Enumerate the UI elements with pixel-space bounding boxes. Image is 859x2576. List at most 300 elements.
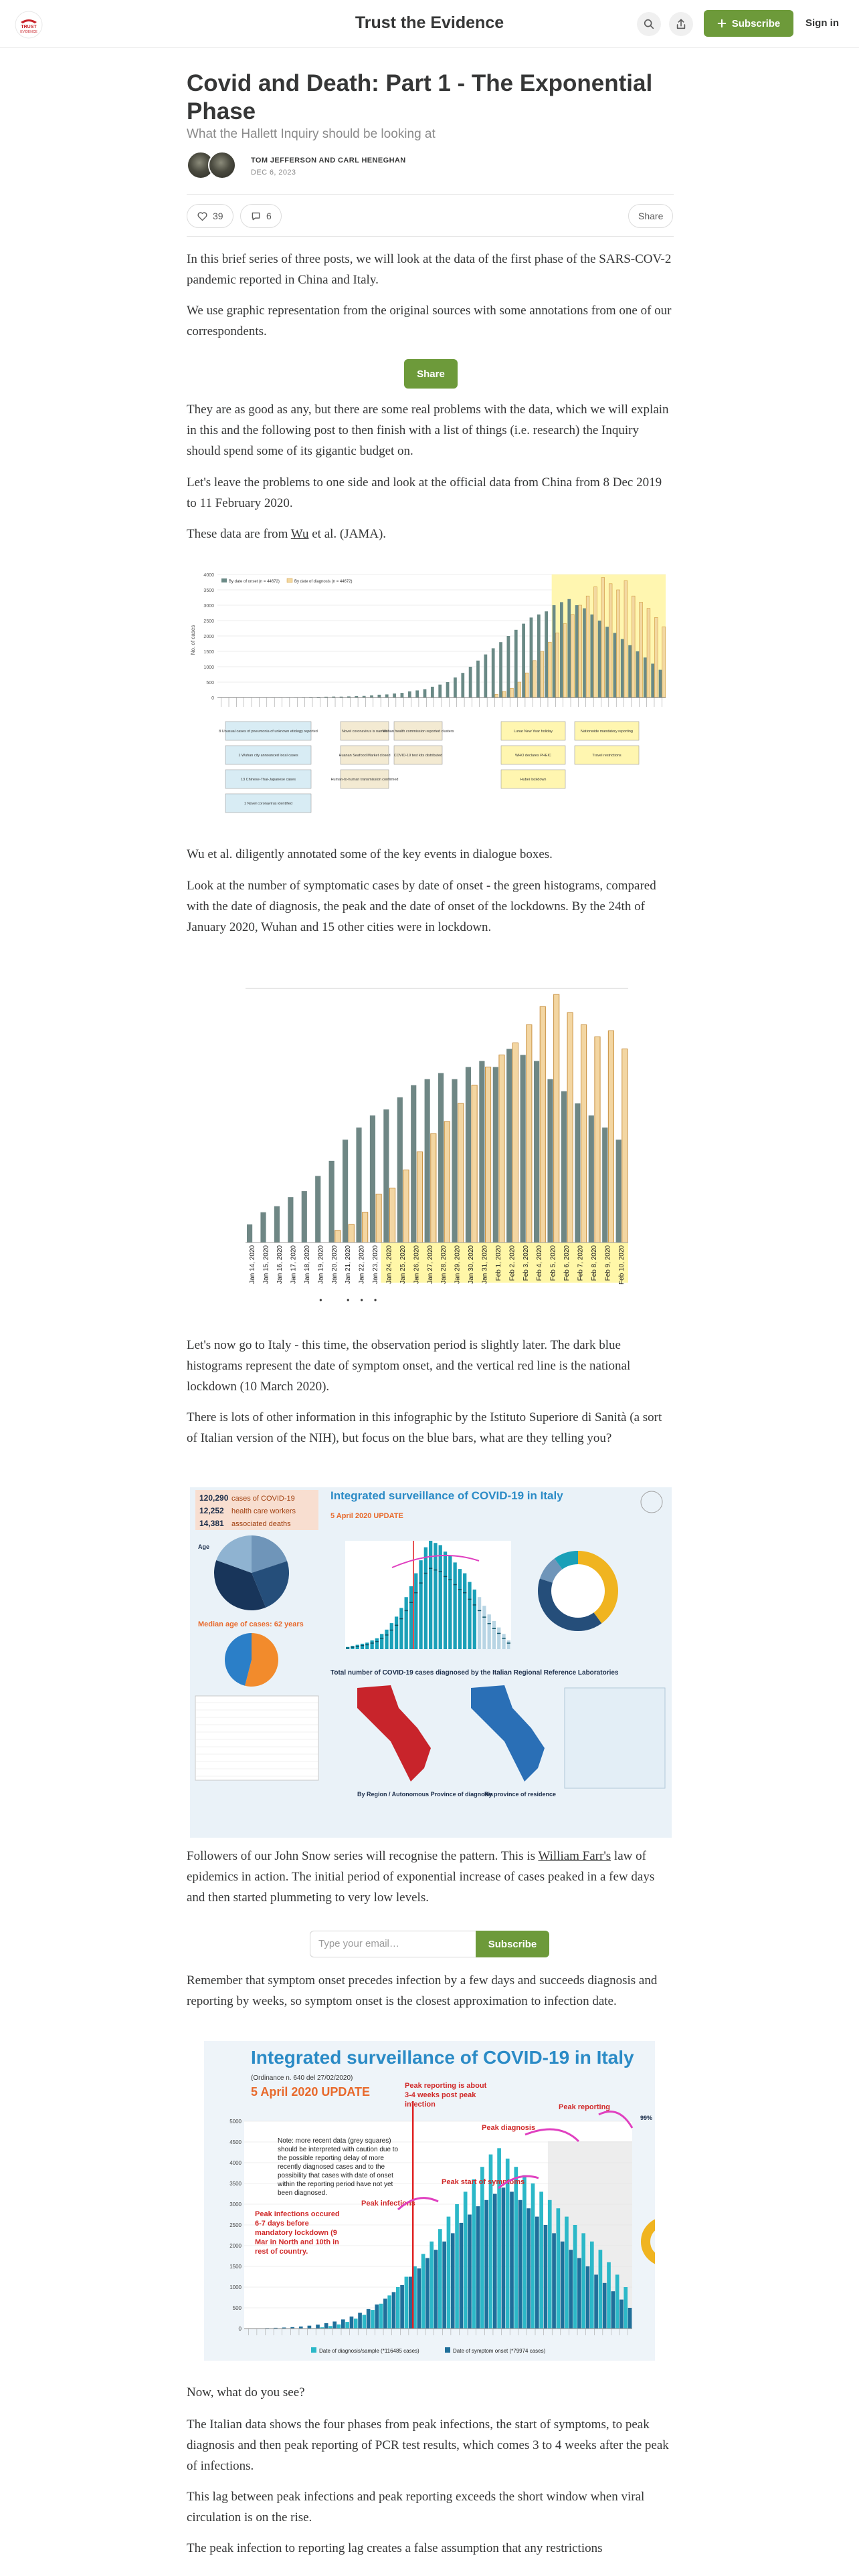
onset-bar — [400, 2285, 404, 2329]
email-input[interactable]: Type your email… — [310, 1931, 476, 1957]
stat-label: health care workers — [231, 1507, 296, 1515]
diagnosis-bar — [510, 688, 514, 697]
diagnosis-bar — [608, 1031, 613, 1243]
diagnosis-tick — [361, 1645, 364, 1646]
diagnosis-bar — [458, 1103, 464, 1243]
onset-bar — [274, 1206, 280, 1243]
onset-bar — [544, 2225, 548, 2329]
note-text: recently diagnosed cases and to the — [278, 2163, 385, 2171]
onset-bar — [605, 627, 609, 697]
y-tick-label: 1000 — [229, 2284, 242, 2290]
diagnosis-bar — [376, 1194, 381, 1243]
y-tick-label: 3000 — [203, 604, 214, 609]
onset-bar — [514, 630, 518, 697]
email-subscribe-button[interactable]: Subscribe — [476, 1931, 549, 1957]
onset-bar — [409, 2277, 413, 2329]
onset-bar — [361, 1644, 364, 1649]
onset-bar — [507, 636, 510, 697]
onset-bar — [575, 605, 579, 697]
onset-bar — [383, 2298, 387, 2329]
subscribe-button[interactable] — [704, 10, 793, 37]
diagnosis-tick — [429, 1568, 432, 1570]
onset-bar — [434, 1543, 437, 1649]
diagnosis-bar — [431, 1134, 436, 1243]
legend-swatch — [221, 578, 227, 582]
onset-bar — [590, 615, 593, 697]
x-tick-label: Feb 1, 2020 — [494, 1245, 502, 1281]
ref-labs-title: Total number of COVID-19 cases diagnosed by the Italian Regional Reference Laboratories — [330, 1669, 619, 1677]
diagnosis-tick — [444, 1576, 447, 1578]
onset-bar — [567, 599, 571, 697]
onset-bar — [425, 1079, 430, 1243]
diagnosis-bar — [525, 673, 529, 697]
legend-swatch — [287, 578, 292, 582]
diagnosis-bar — [335, 1230, 341, 1243]
onset-bar — [484, 655, 487, 697]
ordinance-text: (Ordinance n. 640 del 27/02/2020) — [251, 2074, 353, 2082]
update-label: 5 April 2020 UPDATE — [251, 2085, 371, 2099]
onset-bar — [316, 2325, 320, 2329]
onset-bar — [343, 1140, 348, 1243]
x-tick-label: Feb 6, 2020 — [563, 1245, 571, 1281]
onset-bar — [425, 2258, 430, 2329]
x-tick-label: Jan 20, 2020 — [330, 1245, 339, 1284]
diagnosis-bar — [595, 1037, 600, 1243]
onset-bar — [460, 2223, 464, 2329]
onset-bar — [561, 1091, 567, 1243]
diagnosis-tick — [458, 1589, 462, 1590]
onset-bar — [575, 1103, 580, 1243]
diagnosis-bar — [522, 2175, 527, 2329]
text: These data are from — [187, 527, 291, 541]
onset-bar — [598, 621, 601, 697]
x-tick-label: Feb 4, 2020 — [536, 1245, 544, 1281]
legend-swatch — [445, 2347, 450, 2353]
diagnosis-bar — [571, 615, 574, 697]
onset-bar — [603, 2283, 607, 2329]
onset-bar — [594, 2274, 598, 2329]
diagnosis-tick — [507, 1642, 510, 1644]
share-icon — [675, 18, 687, 30]
onset-bar — [341, 2319, 345, 2329]
diagnosis-bar — [349, 1224, 354, 1243]
y-tick-label: 2500 — [229, 2222, 242, 2228]
diagnosis-bar — [345, 2322, 349, 2329]
paragraph: Look at the number of symptomatic cases by date of onset - the green histograms, compared with the date of diagnosis, the peak and the date of onset of the lockdowns. By the 24th of January 2020, Wuhan and 15 other cities were in lockdown. — [187, 879, 656, 934]
peak-infections-note: mandatory lockdown (9 — [255, 2229, 337, 2237]
onset-bar — [417, 2268, 421, 2329]
diagnosis-bar — [389, 1188, 395, 1243]
chart-title: Integrated surveillance of COVID-19 in Italy — [251, 2047, 634, 2068]
onset-bar — [370, 1115, 375, 1243]
paragraph: Now, what do you see? — [187, 2385, 305, 2399]
onset-bar — [530, 617, 533, 697]
iss-infographic-graphic — [190, 1487, 672, 1838]
x-tick-label: Feb 2, 2020 — [508, 1245, 516, 1281]
onset-bar — [405, 1597, 408, 1649]
diagnosis-tick — [488, 1623, 491, 1624]
onset-bar — [439, 1545, 442, 1649]
diagnosis-bar — [518, 682, 521, 697]
share-button[interactable] — [628, 204, 673, 228]
onset-bar — [619, 2300, 624, 2329]
x-tick-label: Jan 24, 2020 — [385, 1245, 393, 1284]
diagnosis-tick — [365, 1644, 369, 1646]
paragraph: Let's leave the problems to one side and look at the official data from China from 8 Dec 2019 to 11 February 2020. — [187, 475, 662, 510]
onset-bar — [478, 1597, 481, 1649]
onset-bar — [552, 2233, 556, 2329]
x-tick-label: Feb 5, 2020 — [549, 1245, 557, 1281]
x-tick-label: Feb 9, 2020 — [604, 1245, 612, 1281]
diagnosis-bar — [594, 586, 597, 697]
y-tick-label: 1500 — [229, 2264, 242, 2270]
onset-bar — [390, 1623, 393, 1649]
onset-bar — [534, 1061, 539, 1243]
diagnosis-tick — [424, 1573, 427, 1574]
onset-bar — [476, 2206, 480, 2329]
china-epi-curve-figure[interactable] — [187, 566, 674, 831]
paragraph: The peak infection to reporting lag creates a false assumption that any restrictions — [187, 2541, 603, 2555]
onset-bar — [446, 682, 450, 697]
onset-bar — [476, 661, 480, 697]
diagnosis-bar — [444, 1121, 450, 1243]
italy-annotated-figure[interactable] — [204, 2041, 655, 2361]
onset-bar — [332, 2321, 337, 2329]
onset-bar — [651, 663, 654, 697]
diagnosis-bar — [396, 2287, 400, 2329]
right-fragment: 99% — [640, 2115, 653, 2121]
diagnosis-tick — [439, 1571, 442, 1572]
stat-label: cases of COVID-19 — [231, 1495, 295, 1503]
annotation-box-text: Hubei lockdown — [520, 778, 547, 782]
onset-bar — [545, 611, 548, 697]
donut-slice-hole — [551, 1564, 605, 1618]
diagnosis-bar — [464, 2191, 468, 2329]
onset-bar — [408, 691, 411, 697]
diagnosis-bar — [565, 2217, 569, 2329]
y-tick-label: 0 — [238, 2326, 242, 2332]
x-tick-label: Jan 16, 2020 — [276, 1245, 284, 1284]
stat-value: 120,290 — [199, 1493, 229, 1503]
onset-bar — [350, 2317, 354, 2329]
x-tick-label: Jan 23, 2020 — [372, 1245, 380, 1284]
onset-bar — [602, 1128, 607, 1243]
like-button[interactable] — [187, 204, 233, 228]
note-text: Note: more recent data (grey squares) — [278, 2137, 391, 2145]
diagnosis-tick — [448, 1580, 452, 1581]
x-tick-label: Jan 15, 2020 — [262, 1245, 270, 1284]
x-tick-label: Jan 21, 2020 — [345, 1245, 353, 1284]
age-label: Age — [198, 1543, 210, 1550]
annotation-box-text: Lunar New Year holiday — [513, 730, 553, 734]
y-tick-label: 4500 — [229, 2139, 242, 2145]
text: Followers of our John Snow series will recognise the pattern. This is — [187, 1849, 539, 1863]
share-top-button[interactable] — [669, 12, 693, 36]
diagnosis-bar — [533, 661, 537, 697]
diagnosis-tick — [478, 1610, 481, 1612]
marker-dot — [374, 1299, 376, 1301]
diagnosis-tick — [346, 1648, 349, 1649]
onset-bar — [448, 1556, 452, 1649]
post-title: Covid and Death: Part 1 - The Exponential Phase — [187, 70, 653, 124]
diagnosis-bar — [609, 584, 612, 697]
onset-bar — [482, 1606, 486, 1649]
y-tick-label: 2000 — [229, 2243, 242, 2249]
update-label: 5 April 2020 UPDATE — [330, 1512, 403, 1520]
onset-bar — [308, 2326, 312, 2329]
x-tick-label: Jan 28, 2020 — [440, 1245, 448, 1284]
onset-bar — [247, 1224, 252, 1243]
onset-bar — [577, 2258, 581, 2329]
paragraph: We use graphic representation from the original sources with some annotations from one of our correspondents. — [187, 304, 672, 338]
onset-bar — [409, 1586, 413, 1649]
comments-button[interactable] — [240, 204, 282, 228]
diagnosis-bar — [581, 2233, 585, 2329]
plus-icon — [717, 19, 727, 28]
search-button[interactable] — [637, 12, 661, 36]
diagnosis-tick — [370, 1642, 373, 1644]
peak-symptoms-label: Peak start of symptoms — [442, 2178, 525, 2186]
onset-bar — [499, 642, 502, 697]
marker-dot — [320, 1299, 322, 1301]
search-icon — [643, 18, 655, 30]
onset-bar — [553, 605, 556, 697]
note-text: been diagnosed. — [278, 2189, 327, 2197]
onset-bar — [392, 2292, 396, 2329]
onset-bar — [518, 2200, 522, 2329]
onset-bar — [569, 2250, 573, 2329]
publication-title[interactable]: Trust the Evidence — [355, 13, 504, 32]
legend-label: By date of diagnosis (n = 44672) — [294, 580, 353, 584]
onset-bar — [375, 1638, 379, 1649]
china-zoom-figure[interactable] — [227, 975, 634, 1316]
onset-bar — [466, 1067, 471, 1243]
legend-label: By date of onset (n = 44672) — [229, 580, 280, 584]
onset-bar — [535, 2217, 539, 2329]
onset-bar — [468, 2215, 472, 2329]
onset-bar — [358, 2313, 362, 2329]
diagnosis-bar — [654, 617, 658, 697]
onset-bar — [375, 2304, 379, 2329]
wu-link[interactable]: Wu — [290, 527, 309, 541]
diagnosis-tick — [482, 1616, 486, 1618]
legend-label: Date of diagnosis/sample (*116485 cases) — [319, 2348, 419, 2354]
y-tick-label: 2500 — [203, 619, 214, 624]
svg-text:TRUST: TRUST — [21, 25, 37, 29]
svg-text:EVIDENCE: EVIDENCE — [20, 30, 37, 34]
post-actions-bar — [187, 194, 674, 237]
email-subscribe-form — [310, 1931, 549, 1957]
onset-bar — [547, 1079, 553, 1243]
italy-annotated-chart — [204, 2041, 655, 2361]
marker-dot — [361, 1299, 363, 1301]
diagnosis-tick — [390, 1630, 393, 1631]
onset-bar — [589, 1115, 594, 1243]
onset-bar — [365, 1642, 369, 1649]
comment-count: 6 — [266, 211, 272, 221]
diagnosis-bar — [531, 2183, 535, 2329]
annotation-box-text: Huanan Seafood Market closed — [339, 754, 391, 758]
onset-bar — [356, 1128, 361, 1243]
onset-bar — [385, 694, 389, 697]
onset-bar — [473, 1590, 476, 1649]
iss-infographic[interactable] — [190, 1487, 672, 1838]
diagnosis-bar — [624, 580, 628, 697]
x-tick-label: Feb 7, 2020 — [577, 1245, 585, 1281]
onset-bar — [444, 1551, 447, 1649]
onset-bar — [415, 690, 419, 697]
onset-bar — [502, 1634, 505, 1649]
onset-bar — [367, 2309, 371, 2329]
onset-bar — [527, 2208, 531, 2329]
diagnosis-bar — [421, 2254, 425, 2329]
onset-bar — [502, 2187, 506, 2329]
y-tick-label: 4000 — [229, 2160, 242, 2166]
diagnosis-bar — [563, 624, 567, 697]
note-text: possibility that cases with date of onset — [278, 2172, 393, 2179]
diagnosis-tick — [497, 1633, 500, 1634]
diagnosis-bar — [480, 2167, 484, 2329]
diagnosis-bar — [640, 602, 643, 697]
onset-bar — [383, 1109, 389, 1243]
legend-label: Date of symptom onset (*79974 cases) — [453, 2348, 546, 2354]
onset-bar — [397, 1097, 403, 1243]
diagnosis-bar — [557, 2208, 561, 2329]
paragraph — [187, 524, 674, 544]
onset-bar — [438, 685, 442, 697]
peak-reporting-note: Peak reporting is about — [405, 2082, 487, 2090]
share-inline-button[interactable]: Share — [404, 359, 458, 389]
annotation-box-text: 8 Unusual cases of pneumonia of unknown etiology reported — [219, 730, 318, 734]
onset-bar — [616, 1140, 622, 1243]
annotation-box-text: Wuhan health commission reported clusters — [382, 730, 454, 734]
onset-bar — [356, 1645, 359, 1649]
onset-bar — [621, 639, 624, 697]
onset-bar — [260, 1212, 266, 1243]
region-label: By Region / Autonomous Province of diagnosis — [357, 1791, 494, 1798]
author-avatar[interactable] — [208, 151, 236, 179]
footer — [195, 1802, 666, 1815]
william-farr-link[interactable]: William Farr's — [538, 1849, 611, 1863]
onset-bar — [520, 1055, 526, 1243]
peak-reporting-note: 3-4 weeks post peak — [405, 2091, 476, 2099]
onset-bar — [510, 2191, 514, 2329]
paragraph: They are as good as any, but there are some real problems with the data, which we will explain in this and the following post to then finish with a list of things (i.e. research) the Inquiry should spend some of its gigantic budget on. — [187, 403, 669, 458]
onset-bar — [411, 1085, 416, 1243]
diagnosis-bar — [615, 2274, 619, 2329]
diagnosis-bar — [430, 2242, 434, 2329]
paragraph — [187, 1846, 674, 1908]
diagnosis-bar — [579, 605, 582, 697]
diagnosis-bar — [455, 2204, 459, 2329]
onset-bar — [644, 657, 647, 697]
onset-bar — [393, 693, 396, 697]
diagnosis-bar — [337, 2325, 341, 2329]
diagnosis-tick — [395, 1625, 398, 1626]
y-tick-label: 500 — [206, 681, 214, 685]
diagnosis-bar — [622, 1049, 628, 1243]
onset-bar — [468, 1582, 471, 1649]
heart-icon — [197, 211, 208, 222]
diagnosis-bar — [632, 596, 635, 697]
annotation-box-text: Nationwide mandatory reporting — [581, 730, 633, 734]
diagnosis-bar — [472, 2179, 476, 2329]
onset-bar — [302, 1191, 307, 1243]
subscribe-label: Subscribe — [731, 17, 781, 29]
china-zoom-chart — [227, 975, 634, 1316]
diagnosis-tick — [502, 1638, 505, 1639]
diagnosis-bar — [387, 2295, 391, 2329]
x-tick-label: Feb 8, 2020 — [590, 1245, 598, 1281]
onset-bar — [628, 2308, 632, 2329]
x-tick-label: Feb 3, 2020 — [522, 1245, 530, 1281]
onset-bar — [401, 693, 404, 697]
diagnosis-tick — [385, 1634, 388, 1636]
onset-bar — [493, 1067, 498, 1243]
diagnosis-bar — [472, 1085, 477, 1243]
onset-bar — [385, 1630, 388, 1649]
stat-value: 14,381 — [199, 1519, 224, 1528]
diagnosis-tick — [468, 1599, 471, 1600]
median-age-label: Median age of cases: 62 years — [198, 1620, 304, 1628]
x-tick-label: Jan 26, 2020 — [413, 1245, 421, 1284]
x-tick-label: Jan 25, 2020 — [399, 1245, 407, 1284]
onset-bar — [395, 1616, 398, 1649]
onset-bar — [469, 667, 472, 697]
diagnosis-bar — [540, 1006, 545, 1243]
diagnosis-bar — [363, 2315, 367, 2329]
x-tick-label: Jan 29, 2020 — [454, 1245, 462, 1284]
peak-infections-note: rest of country. — [255, 2248, 308, 2256]
onset-bar — [507, 1640, 510, 1649]
onset-bar — [438, 1073, 444, 1243]
onset-bar — [324, 2323, 328, 2329]
peak-reporting-label: Peak reporting — [559, 2103, 611, 2111]
paragraph: Remember that symptom onset precedes infection by a few days and succeeds diagnosis and reporting by weeks, so symptom onset is the closest approximation to infection date. — [187, 1973, 658, 2008]
top-bar — [0, 0, 859, 48]
note-text: within the reporting period have not yet — [278, 2181, 393, 2188]
diagnosis-tick — [473, 1604, 476, 1606]
diagnosis-bar — [328, 2326, 332, 2329]
onset-bar — [434, 2250, 438, 2329]
stat-label: associated deaths — [231, 1520, 291, 1528]
y-tick-label: 1000 — [203, 665, 214, 670]
onset-bar — [636, 651, 640, 697]
diagnosis-bar — [371, 2310, 375, 2329]
y-tick-label: 0 — [211, 696, 214, 701]
diagnosis-bar — [601, 578, 605, 697]
diagnosis-bar — [607, 2262, 611, 2329]
sign-in-link[interactable]: Sign in — [805, 17, 839, 29]
diagnosis-bar — [499, 1055, 504, 1243]
x-tick-label: Jan 27, 2020 — [426, 1245, 434, 1284]
paragraph: Let's now go to Italy - this time, the observation period is slightly later. The dark blue histograms represent the date of symptom onset, and the vertical red line is the national lockdown (10 March 2020). — [187, 1338, 631, 1394]
diagnosis-bar — [403, 1170, 409, 1243]
paragraph: This lag between peak infections and peak reporting exceeds the short window when viral circulation is on the rise. — [187, 2490, 645, 2525]
diagnosis-tick — [399, 1618, 403, 1620]
onset-bar — [493, 2194, 497, 2329]
diagnosis-bar — [527, 1025, 532, 1243]
onset-bar — [451, 2233, 455, 2329]
peak-infections-label: Peak infections — [361, 2199, 415, 2208]
paragraph: In this brief series of three posts, we will look at the data of the first phase of the SARS-COV-2 pandemic reported in China and Italy. — [187, 252, 672, 287]
author-names[interactable]: TOM JEFFERSON AND CARL HENEGHAN — [251, 156, 406, 165]
diagnosis-tick — [375, 1641, 379, 1642]
diagnosis-bar — [497, 2148, 501, 2329]
annotation-box-text: 1 Wuhan city announced local cases — [238, 754, 298, 758]
peak-diagnosis-label: Peak diagnosis — [482, 2124, 536, 2132]
diagnosis-bar — [567, 1012, 573, 1243]
